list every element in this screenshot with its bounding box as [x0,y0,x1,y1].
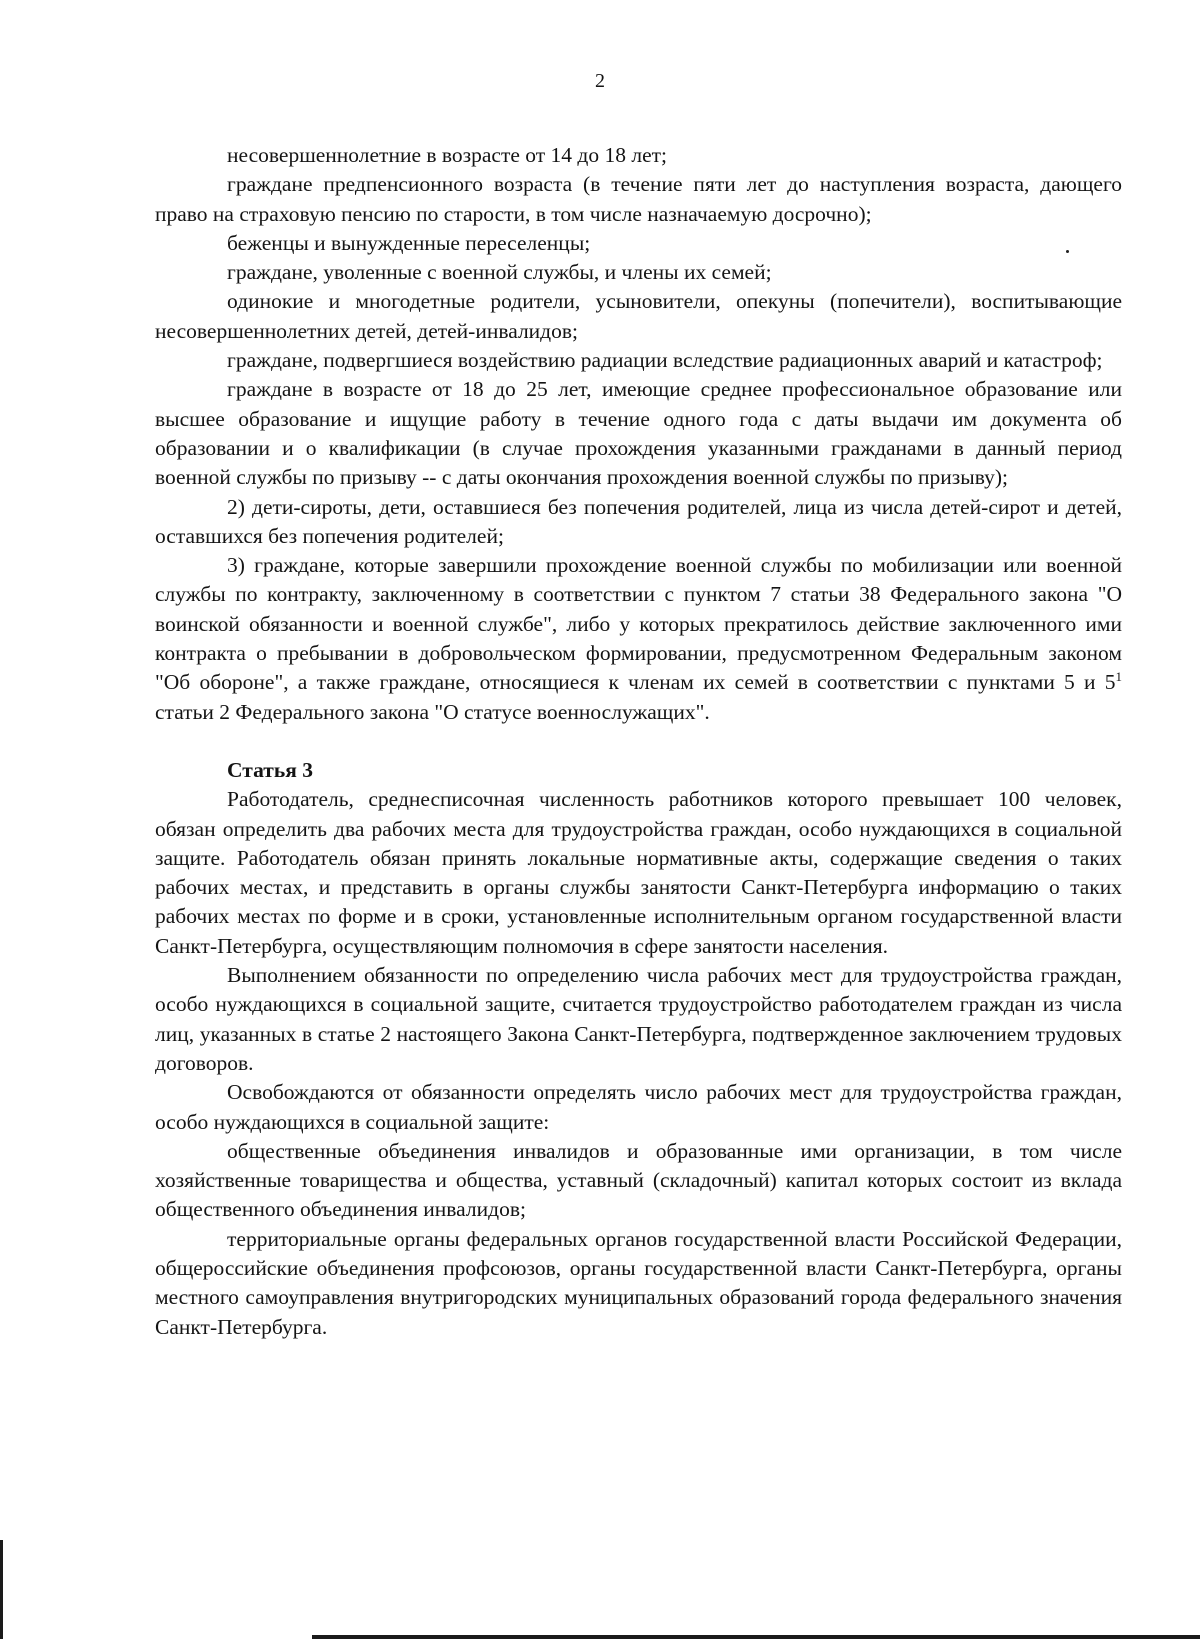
scan-speck [1066,250,1069,253]
list-item-refugees: беженцы и вынужденные переселенцы; [227,230,591,255]
list-item-pre-retirement: граждане предпенсионного возраста (в течение пяти лет до наступления возраста, дающего право на страховую пенсию по старости, в том числе назначаемую досрочно); [155,172,1122,226]
list-item-mobilized [155,551,1122,727]
page-number: 2 [595,70,605,92]
list-item-minors: несовершеннолетние в возрасте от 14 до 18 лет; [227,143,667,167]
article-paragraph: Выполнением обязанности по определению числа рабочих мест для трудоустройства граждан, особо нуждающихся в социальной защите, считается трудоустройство работодателем граждан из числа лиц, указанных в статье 2 настоящего Закона Санкт-Петербурга, подтвержденное заключением трудовых договоров. [155,963,1122,1075]
list-item-military-discharged: граждане, уволенные с военной службы, и члены их семей; [227,260,772,285]
article-paragraph: территориальные органы федеральных органов государственной власти Российской Федерации, общероссийские объединения профсоюзов, органы государственной власти Санкт-Петербурга, органы местного самоуправления внутригородских муниципальных образований города федерального значения Санкт-Петербурга. [155,1226,1122,1339]
article-paragraph: Работодатель, среднесписочная численность работников которого превышает 100 человек, обязан определить два рабочих места для трудоустройства граждан, особо нуждающихся в социальной защите. Работодатель обязан принять локальные нормативные акты, содержащие сведения о таких рабочих местах, и представить в органы службы занятости Санкт-Петербурга информацию о таких рабочих местах по форме и в сроки, установленные исполнительным органом государственной власти Санкт-Петербурга, осуществляющим полномочия в сфере занятости населения. [155,787,1122,958]
scan-edge-left [0,1540,3,1639]
footnote-superscript: 1 [1115,669,1122,685]
list-item-orphans: 2) дети-сироты, дети, оставшиеся без попечения родителей, лица из числа детей-сирот и детей, оставшихся без попечения родителей; [155,494,1122,548]
list-item-mobilized-main: 3) граждане, которые завершили прохождение военной службы по мобилизации или военной службы по контракту, заключенному в соответствии с пунктом 7 статьи 38 Федерального закона "О воинской обязанности и военной службе", либо у которых прекратилось действие заключенного ими контракта о пребывании в добровольческом формировании, предусмотренном Федеральным законом "Об обороне", а также граждане, относящиеся к членам их семей в соответствии с пунктами 5 и 5 [155,553,1122,695]
list-item-young-graduates: граждане в возрасте от 18 до 25 лет, имеющие среднее профессиональное образование или высшее образование и ищущие работу в течение одного года с даты выдачи им документа об образовании и о квалификации (в случае прохождения указанными гражданами в данный период военной службы по призыву -- с даты окончания прохождения военной службы по призыву); [155,377,1122,490]
list-item-single-parents: одинокие и многодетные родители, усыновители, опекуны (попечители), воспитывающие несовершеннолетних детей, детей-инвалидов; [155,289,1122,343]
list-item-radiation: граждане, подвергшиеся воздействию радиации вследствие радиационных аварий и катастроф; [227,348,1103,373]
article-paragraph: общественные объединения инвалидов и образованные ими организации, в том числе хозяйственные товарищества и общества, уставный (складочный) капитал которых состоит из вклада общественного объединения инвалидов; [155,1138,1122,1222]
scan-edge-bottom [312,1635,1200,1639]
article-paragraph: Освобождаются от обязанности определять число рабочих мест для трудоустройства граждан, особо нуждающихся в социальной защите: [155,1080,1122,1134]
article-heading: Статья 3 [227,757,313,782]
document-body [155,141,1122,1342]
list-item-mobilized-tail: статьи 2 Федерального закона "О статусе военнослужащих". [155,699,710,724]
